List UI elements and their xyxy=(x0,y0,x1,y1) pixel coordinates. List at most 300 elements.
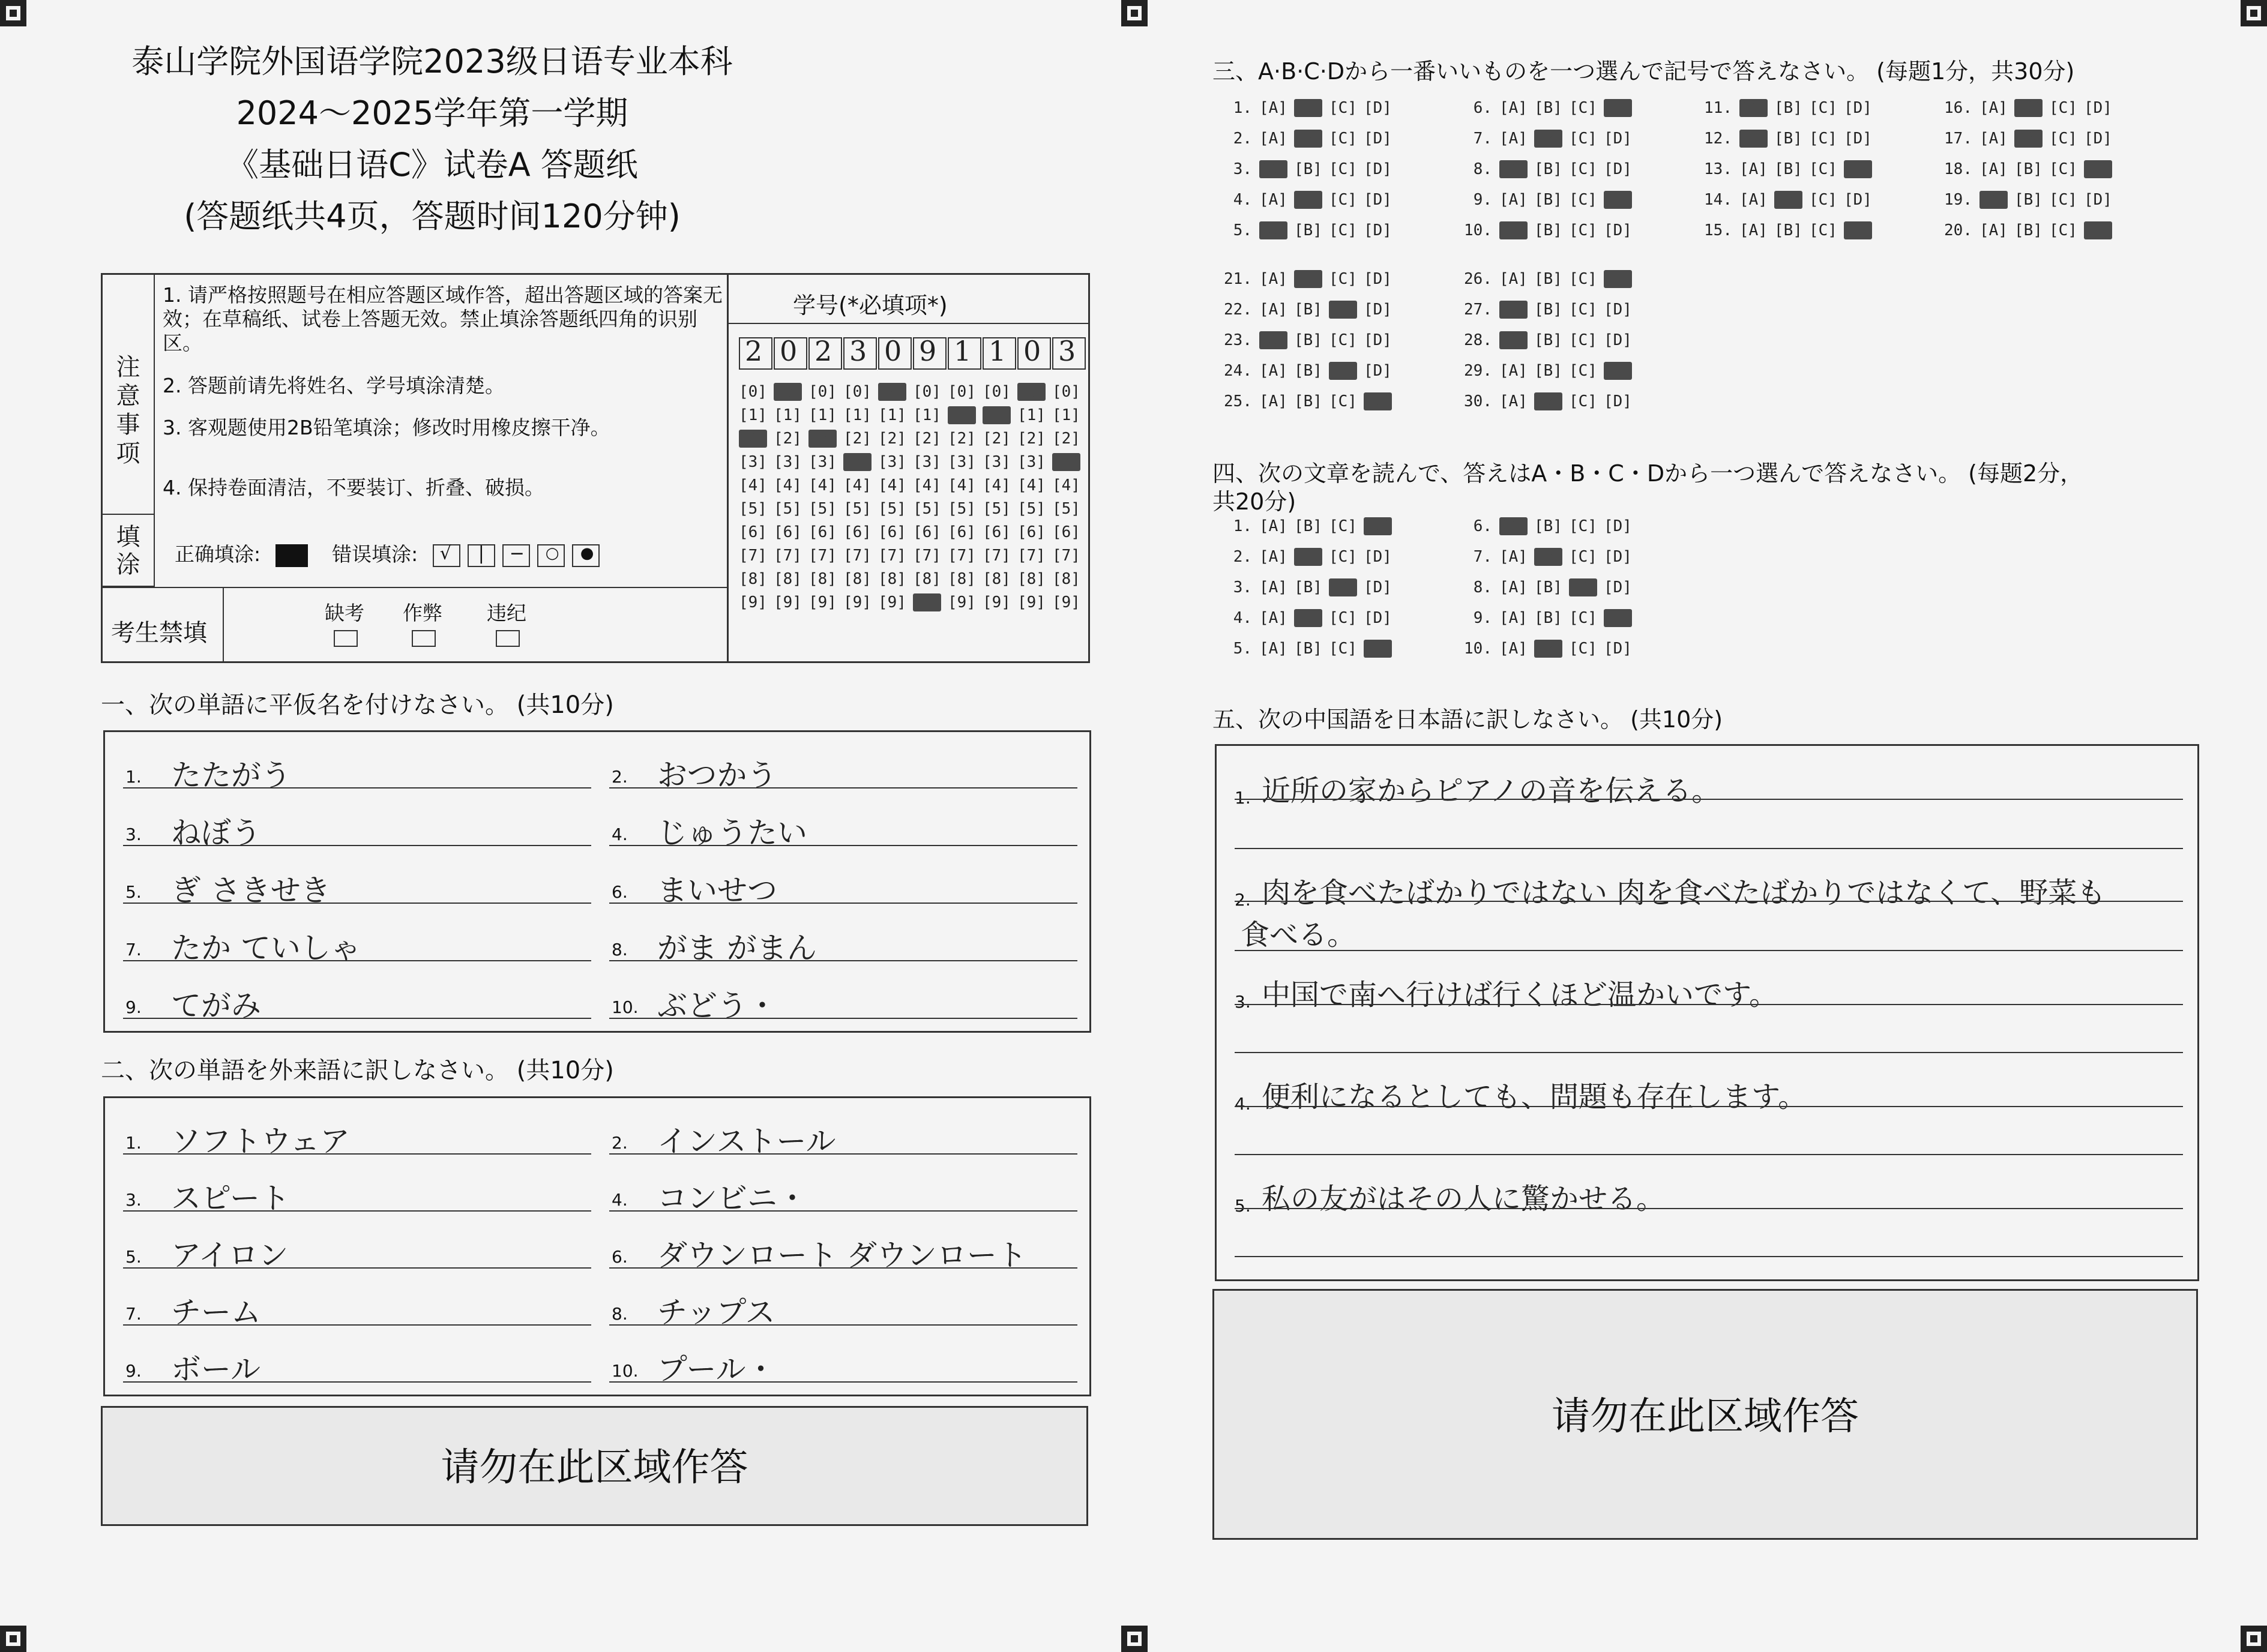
answer-bubble[interactable]: [A] xyxy=(1259,517,1287,535)
answer-bubble[interactable]: [D] xyxy=(1604,130,1632,148)
student-id-bubble[interactable]: [4] xyxy=(913,476,941,494)
answer-bubble[interactable]: [D] xyxy=(1364,609,1392,627)
student-id-bubble[interactable]: [1] xyxy=(843,406,872,424)
answer-bubble[interactable]: [A] xyxy=(1259,331,1287,349)
answer-bubble[interactable]: [A] xyxy=(1259,548,1287,566)
answer-bubble[interactable]: [B] xyxy=(1774,130,1802,148)
student-id-bubble[interactable]: [7] xyxy=(808,547,837,565)
answer-bubble[interactable]: [B] xyxy=(2014,130,2043,148)
answer-bubble[interactable]: [D] xyxy=(1364,130,1392,148)
answer-bubble[interactable]: [A] xyxy=(1979,99,2008,117)
student-id-bubble[interactable]: [4] xyxy=(948,476,976,494)
handwritten-answer[interactable]: プール・ xyxy=(657,1352,776,1387)
handwritten-answer[interactable]: 近所の家からピアノの音を伝える。 xyxy=(1262,774,1721,808)
answer-bubble[interactable]: [D] xyxy=(1364,548,1392,566)
answer-bubble[interactable]: [D] xyxy=(1364,221,1392,239)
answer-bubble[interactable]: [D] xyxy=(1604,331,1632,349)
student-id-bubble[interactable]: [6] xyxy=(1052,523,1080,541)
answer-bubble[interactable]: [A] xyxy=(1499,548,1528,566)
student-id-bubble[interactable]: [1] xyxy=(948,406,976,424)
answer-bubble[interactable]: [C] xyxy=(1329,578,1357,596)
answer-bubble[interactable]: [A] xyxy=(1259,362,1287,380)
answer-bubble[interactable]: [D] xyxy=(1844,191,1872,209)
answer-bubble[interactable]: [C] xyxy=(1569,160,1597,178)
answer-bubble[interactable]: [C] xyxy=(1329,609,1357,627)
handwritten-answer[interactable]: スピート xyxy=(171,1181,290,1216)
answer-bubble[interactable]: [D] xyxy=(1604,191,1632,209)
student-id-bubble[interactable]: [9] xyxy=(878,593,906,611)
student-id-bubble[interactable]: [2] xyxy=(983,430,1011,448)
student-id-bubble[interactable]: [1] xyxy=(774,406,802,424)
student-id-bubble[interactable]: [0] xyxy=(878,383,906,401)
student-id-bubble[interactable]: [3] xyxy=(948,453,976,471)
answer-bubble[interactable]: [A] xyxy=(1739,99,1768,117)
student-id-bubble[interactable]: [0] xyxy=(739,383,767,401)
student-id-bubble[interactable]: [9] xyxy=(774,593,802,611)
student-id-bubble[interactable]: [2] xyxy=(843,430,872,448)
answer-bubble[interactable]: [C] xyxy=(1329,191,1357,209)
student-id-bubble[interactable]: [5] xyxy=(913,500,941,518)
student-id-bubble[interactable]: [9] xyxy=(983,593,1011,611)
answer-bubble[interactable]: [C] xyxy=(1329,301,1357,319)
answer-bubble[interactable]: [A] xyxy=(1259,392,1287,410)
answer-bubble[interactable]: [D] xyxy=(1844,130,1872,148)
answer-bubble[interactable]: [D] xyxy=(2084,191,2112,209)
handwritten-answer[interactable]: ぶどう・ xyxy=(657,988,777,1023)
student-id-bubble[interactable]: [5] xyxy=(983,500,1011,518)
answer-bubble[interactable]: [D] xyxy=(2084,221,2112,239)
student-id-bubble[interactable]: [8] xyxy=(739,570,767,588)
answer-bubble[interactable]: [C] xyxy=(1569,548,1597,566)
answer-bubble[interactable]: [A] xyxy=(1499,301,1528,319)
student-id-bubble[interactable]: [2] xyxy=(1017,430,1046,448)
handwritten-answer[interactable]: 私の友がはその人に驚かせる。 xyxy=(1262,1182,1666,1216)
answer-bubble[interactable]: [C] xyxy=(1569,392,1597,410)
answer-bubble[interactable]: [D] xyxy=(1364,578,1392,596)
student-id-bubble[interactable]: [4] xyxy=(739,476,767,494)
answer-bubble[interactable]: [B] xyxy=(1774,221,1802,239)
student-id-bubble[interactable]: [0] xyxy=(913,383,941,401)
student-id-bubble[interactable]: [2] xyxy=(1052,430,1080,448)
student-id-bubble[interactable]: [4] xyxy=(1017,476,1046,494)
answer-bubble[interactable]: [C] xyxy=(2049,191,2077,209)
answer-bubble[interactable]: [B] xyxy=(1294,392,1322,410)
student-id-bubble[interactable]: [8] xyxy=(913,570,941,588)
student-id-bubble[interactable]: [1] xyxy=(1052,406,1080,424)
student-id-bubble[interactable]: [0] xyxy=(774,383,802,401)
student-id-bubble[interactable]: [8] xyxy=(983,570,1011,588)
student-id-bubble[interactable]: [9] xyxy=(1052,593,1080,611)
answer-bubble[interactable]: [A] xyxy=(1499,331,1528,349)
answer-bubble[interactable]: [D] xyxy=(1364,640,1392,658)
student-id-bubble[interactable]: [6] xyxy=(983,523,1011,541)
answer-bubble[interactable]: [A] xyxy=(1499,517,1528,535)
student-id-bubble[interactable]: [4] xyxy=(878,476,906,494)
answer-bubble[interactable]: [C] xyxy=(1569,270,1597,288)
answer-bubble[interactable]: [A] xyxy=(1499,191,1528,209)
answer-bubble[interactable]: [B] xyxy=(1294,221,1322,239)
answer-bubble[interactable]: [C] xyxy=(1569,609,1597,627)
answer-bubble[interactable]: [C] xyxy=(1809,99,1837,117)
answer-bubble[interactable]: [A] xyxy=(1979,130,2008,148)
answer-bubble[interactable]: [D] xyxy=(1844,221,1872,239)
handwritten-answer[interactable]: がま がまん xyxy=(657,931,817,966)
answer-bubble[interactable]: [B] xyxy=(1534,99,1562,117)
answer-bubble[interactable]: [A] xyxy=(1499,99,1528,117)
student-id-bubble[interactable]: [6] xyxy=(913,523,941,541)
answer-bubble[interactable]: [C] xyxy=(1569,640,1597,658)
answer-bubble[interactable]: [A] xyxy=(1499,130,1528,148)
answer-bubble[interactable]: [A] xyxy=(1739,221,1768,239)
student-id-bubble[interactable]: [6] xyxy=(878,523,906,541)
answer-bubble[interactable]: [D] xyxy=(1604,640,1632,658)
handwritten-answer[interactable]: 便利になるとしても、問題も存在します。 xyxy=(1262,1080,1807,1114)
answer-bubble[interactable]: [A] xyxy=(1499,221,1528,239)
handwritten-answer[interactable]: コンビニ・ xyxy=(657,1181,807,1216)
answer-bubble[interactable]: [A] xyxy=(1499,392,1528,410)
absent-checkbox[interactable] xyxy=(334,630,358,647)
answer-bubble[interactable]: [D] xyxy=(1364,392,1392,410)
answer-bubble[interactable]: [A] xyxy=(1499,362,1528,380)
answer-bubble[interactable]: [A] xyxy=(1499,270,1528,288)
handwritten-answer[interactable]: おつかう xyxy=(657,758,777,793)
handwritten-answer[interactable]: ダウンロート ダウンロート xyxy=(657,1238,1027,1273)
student-id-bubble[interactable]: [0] xyxy=(843,383,872,401)
answer-bubble[interactable]: [B] xyxy=(2014,221,2043,239)
student-id-bubble[interactable]: [7] xyxy=(1052,547,1080,565)
answer-bubble[interactable]: [B] xyxy=(1294,301,1322,319)
answer-bubble[interactable]: [C] xyxy=(1569,301,1597,319)
answer-bubble[interactable]: [C] xyxy=(2049,221,2077,239)
answer-bubble[interactable]: [D] xyxy=(1364,99,1392,117)
student-id-bubble[interactable]: [5] xyxy=(1052,500,1080,518)
answer-bubble[interactable]: [A] xyxy=(1979,221,2008,239)
answer-bubble[interactable]: [D] xyxy=(2084,99,2112,117)
answer-bubble[interactable]: [D] xyxy=(1604,221,1632,239)
answer-bubble[interactable]: [C] xyxy=(1569,99,1597,117)
student-id-bubble[interactable]: [4] xyxy=(1052,476,1080,494)
student-id-bubble[interactable]: [3] xyxy=(913,453,941,471)
answer-bubble[interactable]: [A] xyxy=(1259,640,1287,658)
answer-bubble[interactable]: [B] xyxy=(2014,99,2043,117)
answer-bubble[interactable]: [B] xyxy=(1294,191,1322,209)
answer-bubble[interactable]: [D] xyxy=(1364,301,1392,319)
answer-bubble[interactable]: [B] xyxy=(1534,331,1562,349)
question-number: 19. xyxy=(1944,191,1972,209)
answer-bubble[interactable]: [C] xyxy=(1329,130,1357,148)
answer-bubble[interactable]: [A] xyxy=(1259,609,1287,627)
handwritten-answer[interactable]: アイロン xyxy=(171,1238,289,1273)
student-id-bubble[interactable]: [0] xyxy=(1052,383,1080,401)
answer-bubble[interactable]: [A] xyxy=(1259,221,1287,239)
answer-bubble[interactable]: [B] xyxy=(1294,517,1322,535)
answer-bubble[interactable]: [D] xyxy=(1844,160,1872,178)
student-id-bubble[interactable]: [6] xyxy=(808,523,837,541)
answer-bubble[interactable]: [A] xyxy=(1499,160,1528,178)
answer-bubble[interactable]: [B] xyxy=(1534,362,1562,380)
answer-bubble[interactable]: [D] xyxy=(2084,160,2112,178)
student-id-bubble[interactable]: [9] xyxy=(948,593,976,611)
answer-bubble[interactable]: [C] xyxy=(1569,517,1597,535)
answer-bubble[interactable]: [C] xyxy=(1329,392,1357,410)
student-id-bubble[interactable]: [2] xyxy=(808,430,837,448)
answer-bubble[interactable]: [C] xyxy=(1809,160,1837,178)
student-id-bubble[interactable]: [4] xyxy=(774,476,802,494)
answer-number: 9. xyxy=(125,1361,142,1381)
answer-bubble[interactable]: [C] xyxy=(1329,331,1357,349)
student-id-bubble[interactable]: [3] xyxy=(1017,453,1046,471)
handwritten-answer[interactable]: インストール xyxy=(657,1124,836,1159)
student-id-bubble[interactable]: [3] xyxy=(1052,453,1080,471)
answer-bubble[interactable]: [B] xyxy=(1774,191,1802,209)
student-id-bubble[interactable]: [8] xyxy=(1017,570,1046,588)
student-id-bubble[interactable]: [5] xyxy=(948,500,976,518)
answer-bubble[interactable]: [B] xyxy=(1534,548,1562,566)
handwritten-answer[interactable]: まいせつ xyxy=(657,873,777,908)
student-id-bubble[interactable]: [7] xyxy=(913,547,941,565)
student-id-bubble[interactable]: [9] xyxy=(739,593,767,611)
student-id-bubble[interactable]: [2] xyxy=(774,430,802,448)
answer-bubble[interactable]: [B] xyxy=(1294,362,1322,380)
cheat-checkbox[interactable] xyxy=(412,630,436,647)
answer-bubble[interactable]: [D] xyxy=(1604,609,1632,627)
answer-bubble[interactable]: [B] xyxy=(1294,130,1322,148)
student-id-bubble[interactable]: [0] xyxy=(983,383,1011,401)
answer-bubble[interactable]: [C] xyxy=(1329,99,1357,117)
student-id-bubble[interactable]: [6] xyxy=(843,523,872,541)
student-id-bubble[interactable]: [4] xyxy=(843,476,872,494)
answer-bubble[interactable]: [D] xyxy=(1604,578,1632,596)
student-id-bubble[interactable]: [5] xyxy=(1017,500,1046,518)
answer-bubble[interactable]: [B] xyxy=(1534,221,1562,239)
answer-bubble[interactable]: [D] xyxy=(1364,191,1392,209)
answer-number: 2. xyxy=(612,767,628,787)
student-id-bubble[interactable]: [1] xyxy=(913,406,941,424)
student-id-bubble[interactable]: [2] xyxy=(913,430,941,448)
question-number: 11. xyxy=(1704,99,1732,117)
answer-bubble[interactable]: [B] xyxy=(1294,331,1322,349)
student-id-bubble[interactable]: [4] xyxy=(983,476,1011,494)
answer-bubble[interactable]: [B] xyxy=(1534,270,1562,288)
answer-bubble[interactable]: [A] xyxy=(1259,99,1287,117)
answer-bubble[interactable]: [A] xyxy=(1739,160,1768,178)
left-page xyxy=(0,0,1133,1652)
student-id-bubble[interactable]: [4] xyxy=(808,476,837,494)
answer-bubble[interactable]: [D] xyxy=(1604,517,1632,535)
student-id-bubble[interactable]: [7] xyxy=(843,547,872,565)
answer-bubble[interactable]: [C] xyxy=(1329,548,1357,566)
answer-bubble[interactable]: [D] xyxy=(1604,392,1632,410)
handwritten-answer[interactable]: 中国で南へ行けば行くほど温かいです。 xyxy=(1262,978,1778,1012)
answer-bubble[interactable]: [B] xyxy=(1294,548,1322,566)
student-id-bubble[interactable]: [7] xyxy=(1017,547,1046,565)
student-id-bubble[interactable]: [8] xyxy=(948,570,976,588)
answer-bubble[interactable]: [C] xyxy=(2049,130,2077,148)
handwritten-answer[interactable]: 肉を食べたばかりではない 肉を食べたばかりではなくて、野菜も xyxy=(1262,876,2106,910)
student-id-bubble[interactable]: [3] xyxy=(843,453,872,471)
answer-bubble[interactable]: [C] xyxy=(1329,221,1357,239)
answer-bubble[interactable]: [B] xyxy=(1534,609,1562,627)
answer-bubble[interactable]: [D] xyxy=(1364,362,1392,380)
student-id-bubble[interactable]: [2] xyxy=(948,430,976,448)
answer-bubble[interactable]: [D] xyxy=(1364,160,1392,178)
answer-bubble[interactable]: [C] xyxy=(1329,517,1357,535)
student-id-bubble[interactable]: [7] xyxy=(948,547,976,565)
student-id-bubble[interactable]: [7] xyxy=(774,547,802,565)
answer-bubble[interactable]: [D] xyxy=(1604,99,1632,117)
student-id-bubble[interactable]: [6] xyxy=(948,523,976,541)
answer-bubble[interactable]: [A] xyxy=(1739,191,1768,209)
answer-bubble[interactable]: [D] xyxy=(1604,301,1632,319)
handwritten-answer[interactable]: 食べる。 xyxy=(1241,918,1356,952)
answer-bubble[interactable]: [A] xyxy=(1259,270,1287,288)
answer-bubble[interactable]: [B] xyxy=(1294,99,1322,117)
student-id-bubble[interactable]: [5] xyxy=(808,500,837,518)
student-id-bubble[interactable]: [8] xyxy=(878,570,906,588)
answer-bubble[interactable]: [A] xyxy=(1259,578,1287,596)
handwritten-answer[interactable]: チーム xyxy=(171,1295,261,1330)
answer-bubble[interactable]: [C] xyxy=(1329,362,1357,380)
student-id-bubble[interactable]: [9] xyxy=(808,593,837,611)
answer-bubble[interactable]: [D] xyxy=(1604,160,1632,178)
answer-bubble[interactable]: [B] xyxy=(1534,301,1562,319)
answer-bubble[interactable]: [B] xyxy=(1534,191,1562,209)
question-number: 3. xyxy=(1233,578,1252,596)
student-id-bubble[interactable]: [5] xyxy=(843,500,872,518)
student-id-bubble[interactable]: [1] xyxy=(739,406,767,424)
student-id-bubble[interactable]: [2] xyxy=(739,430,767,448)
answer-bubble[interactable]: [C] xyxy=(1329,640,1357,658)
handwritten-answer[interactable]: てがみ xyxy=(171,988,261,1023)
answer-bubble[interactable]: [C] xyxy=(1809,221,1837,239)
student-id-bubble[interactable]: [6] xyxy=(1017,523,1046,541)
handwritten-answer[interactable]: チップス xyxy=(657,1295,775,1330)
answer-bubble[interactable]: [D] xyxy=(1364,331,1392,349)
answer-bubble[interactable]: [D] xyxy=(1364,517,1392,535)
answer-bubble[interactable]: [A] xyxy=(1499,609,1528,627)
answer-bubble[interactable]: [B] xyxy=(1534,578,1562,596)
student-id-bubble[interactable]: [3] xyxy=(808,453,837,471)
student-id-bubble[interactable]: [0] xyxy=(948,383,976,401)
answer-bubble[interactable]: [B] xyxy=(1774,99,1802,117)
student-id-bubble[interactable]: [5] xyxy=(878,500,906,518)
handwritten-answer[interactable]: ぎ さきせき xyxy=(171,873,331,908)
answer-bubble[interactable]: [D] xyxy=(1604,362,1632,380)
answer-bubble[interactable]: [A] xyxy=(1499,640,1528,658)
student-id-bubble[interactable]: [1] xyxy=(983,406,1011,424)
student-id-bubble[interactable]: [6] xyxy=(739,523,767,541)
student-id-bubble[interactable]: [1] xyxy=(878,406,906,424)
answer-bubble[interactable]: [D] xyxy=(1844,99,1872,117)
answer-bubble[interactable]: [D] xyxy=(1364,270,1392,288)
handwritten-answer[interactable]: たたがう xyxy=(171,758,291,793)
no-answer-zone-right-text: 请勿在此区域作答 xyxy=(1552,1395,1859,1439)
handwritten-answer[interactable]: ソフトウェア xyxy=(171,1124,350,1159)
student-id-bubble[interactable]: [9] xyxy=(1017,593,1046,611)
answer-bubble[interactable]: [C] xyxy=(1569,221,1597,239)
answer-bubble[interactable]: [D] xyxy=(1604,270,1632,288)
answer-bubble[interactable]: [B] xyxy=(1534,640,1562,658)
student-id-bubble[interactable]: [9] xyxy=(913,593,941,611)
student-id-digit: 2 xyxy=(814,335,832,367)
answer-bubble[interactable]: [B] xyxy=(2014,191,2043,209)
answer-bubble[interactable]: [C] xyxy=(1569,331,1597,349)
student-id-bubble[interactable]: [3] xyxy=(774,453,802,471)
student-id-bubble[interactable]: [2] xyxy=(878,430,906,448)
answer-bubble[interactable]: [A] xyxy=(1499,578,1528,596)
student-id-bubble[interactable]: [8] xyxy=(843,570,872,588)
answer-bubble[interactable]: [B] xyxy=(1294,609,1322,627)
handwritten-answer[interactable]: じゅうたい xyxy=(657,815,807,850)
answer-bubble[interactable]: [A] xyxy=(1259,191,1287,209)
answer-bubble[interactable]: [C] xyxy=(1809,191,1837,209)
violation-checkbox[interactable] xyxy=(496,630,520,647)
student-id-bubble[interactable]: [1] xyxy=(808,406,837,424)
answer-bubble[interactable]: [C] xyxy=(1809,130,1837,148)
answer-bubble[interactable]: [C] xyxy=(2049,160,2077,178)
student-id-bubble[interactable]: [9] xyxy=(843,593,872,611)
answer-bubble[interactable]: [B] xyxy=(1774,160,1802,178)
student-id-digit-box xyxy=(983,337,1016,370)
answer-bubble[interactable]: [A] xyxy=(1259,160,1287,178)
answer-bubble[interactable]: [A] xyxy=(1979,160,2008,178)
answer-bubble[interactable]: [B] xyxy=(1534,392,1562,410)
student-id-bubble[interactable]: [6] xyxy=(774,523,802,541)
answer-bubble[interactable]: [D] xyxy=(1604,548,1632,566)
answer-bubble[interactable]: [A] xyxy=(1979,191,2008,209)
answer-bubble[interactable]: [C] xyxy=(1329,270,1357,288)
answer-bubble[interactable]: [B] xyxy=(1294,640,1322,658)
answer-bubble[interactable]: [B] xyxy=(1294,578,1322,596)
student-id-bubble[interactable]: [3] xyxy=(878,453,906,471)
answer-bubble[interactable]: [A] xyxy=(1259,301,1287,319)
answer-bubble[interactable]: [B] xyxy=(1534,517,1562,535)
student-id-bubble[interactable]: [7] xyxy=(878,547,906,565)
answer-bubble[interactable]: [A] xyxy=(1259,130,1287,148)
student-id-bubble[interactable]: [5] xyxy=(774,500,802,518)
answer-bubble[interactable]: [B] xyxy=(1534,160,1562,178)
answer-bubble[interactable]: [A] xyxy=(1739,130,1768,148)
answer-bubble[interactable]: [B] xyxy=(1534,130,1562,148)
answer-bubble[interactable]: [C] xyxy=(1329,160,1357,178)
handwritten-answer[interactable]: ねぼう xyxy=(171,815,261,850)
student-id-bubble[interactable]: [3] xyxy=(983,453,1011,471)
student-id-bubble[interactable]: [7] xyxy=(983,547,1011,565)
answer-bubble[interactable]: [C] xyxy=(2049,99,2077,117)
student-id-bubble[interactable]: [8] xyxy=(808,570,837,588)
answer-bubble[interactable]: [C] xyxy=(1569,130,1597,148)
handwritten-answer[interactable]: たか ていしゃ xyxy=(171,931,361,966)
student-id-bubble[interactable]: [3] xyxy=(739,453,767,471)
answer-bubble[interactable]: [C] xyxy=(1569,362,1597,380)
answer-bubble[interactable]: [C] xyxy=(1569,191,1597,209)
student-id-bubble[interactable]: [0] xyxy=(808,383,837,401)
student-id-bubble[interactable]: [8] xyxy=(774,570,802,588)
answer-bubble[interactable]: [B] xyxy=(1294,160,1322,178)
student-id-bubble[interactable]: [7] xyxy=(739,547,767,565)
handwritten-answer[interactable]: ボール xyxy=(171,1352,260,1387)
answer-bubble[interactable]: [B] xyxy=(2014,160,2043,178)
section5-answer-box xyxy=(1215,744,2199,1281)
answer-bubble[interactable]: [B] xyxy=(1294,270,1322,288)
student-id-bubble[interactable]: [8] xyxy=(1052,570,1080,588)
answer-bubble[interactable]: [C] xyxy=(1569,578,1597,596)
student-id-bubble[interactable]: [0] xyxy=(1017,383,1046,401)
wrong-fill-bar: | xyxy=(468,544,495,567)
student-id-bubble[interactable]: [5] xyxy=(739,500,767,518)
answer-bubble[interactable]: [D] xyxy=(2084,130,2112,148)
student-id-bubble[interactable]: [1] xyxy=(1017,406,1046,424)
